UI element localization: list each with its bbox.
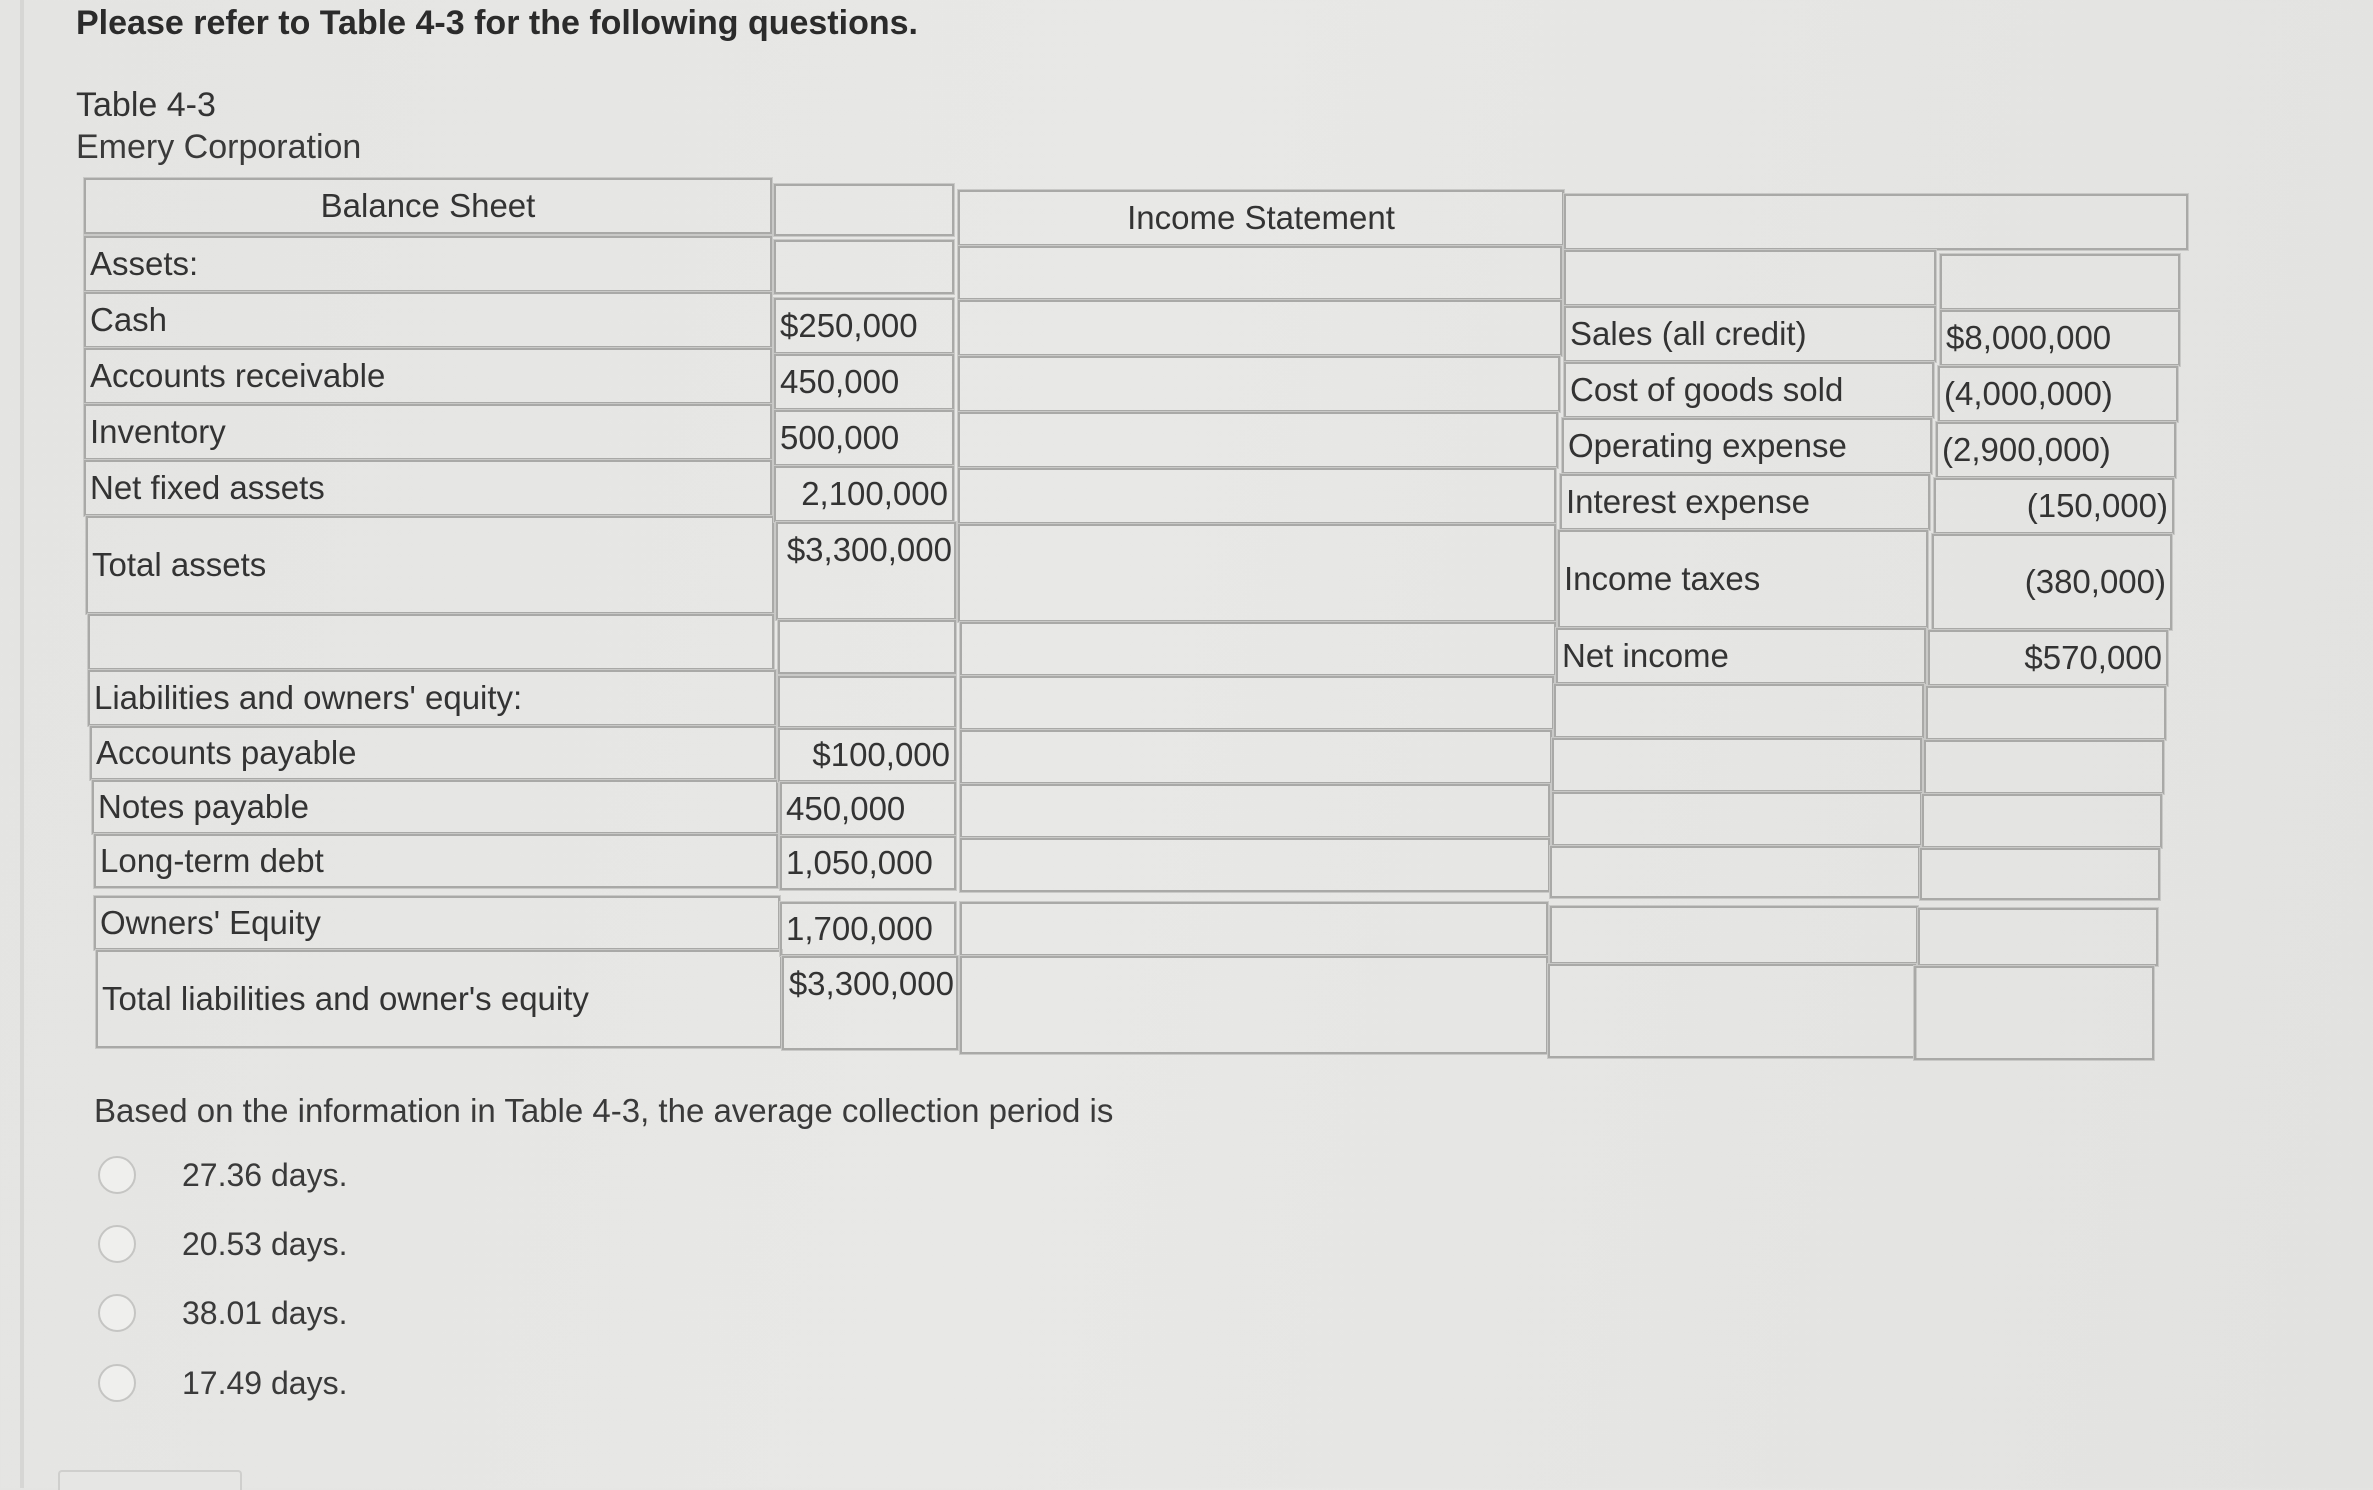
empty-cell: [1940, 254, 2180, 310]
income-label-cogs: Cost of goods sold: [1564, 362, 1934, 418]
asset-value-inventory: 500,000: [774, 410, 954, 466]
liab-label-notes: Notes payable: [92, 780, 778, 834]
liab-value-notes: 450,000: [780, 782, 956, 836]
empty-cell: [960, 838, 1550, 892]
answer-option-3[interactable]: [98, 1288, 347, 1338]
asset-value-cash: $250,000: [774, 298, 954, 354]
empty-cell: [1550, 906, 1918, 964]
empty-cell: [958, 524, 1556, 622]
empty-cell: [778, 676, 956, 728]
page-edge: [20, 0, 24, 1488]
answer-option-label: 17.49 days.: [182, 1364, 348, 1401]
income-value-opex: (2,900,000): [1936, 422, 2176, 478]
radio-button[interactable]: [98, 1225, 136, 1263]
radio-button[interactable]: [98, 1364, 136, 1402]
radio-button[interactable]: [98, 1156, 136, 1194]
empty-cell: [960, 730, 1552, 784]
empty-cell: [960, 784, 1550, 838]
empty-cell: [958, 246, 1562, 300]
income-value-cogs: (4,000,000): [1938, 366, 2178, 422]
balance-sheet-header: Balance Sheet: [84, 178, 772, 234]
asset-label-nfa: Net fixed assets: [84, 460, 772, 516]
asset-label-ar: Accounts receivable: [84, 348, 772, 404]
liab-value-ap: $100,000: [778, 728, 956, 782]
liab-label-ltd: Long-term debt: [94, 834, 778, 888]
empty-cell: [1564, 194, 2188, 250]
empty-cell: [958, 356, 1560, 412]
liab-label-ap: Accounts payable: [90, 726, 776, 780]
empty-cell: [960, 676, 1554, 730]
total-liab-label: Total liabilities and owner's equity: [96, 950, 782, 1048]
equity-label: Owners' Equity: [94, 896, 780, 950]
income-label-sales: Sales (all credit): [1564, 306, 1936, 362]
empty-cell: [1914, 966, 2154, 1060]
empty-cell: [1926, 686, 2166, 740]
empty-cell: [1550, 846, 1920, 898]
empty-cell: [1554, 684, 1924, 738]
empty-cell: [774, 184, 954, 236]
empty-cell: [1922, 794, 2162, 848]
equity-value: 1,700,000: [780, 902, 956, 956]
answer-option-1[interactable]: [98, 1150, 347, 1200]
answer-option-2[interactable]: [98, 1219, 347, 1269]
empty-cell: [88, 614, 774, 670]
income-value-net: $570,000: [1928, 630, 2168, 686]
income-label-taxes: Income taxes: [1558, 530, 1928, 628]
empty-cell: [1924, 740, 2164, 794]
total-assets-value: $3,300,000: [776, 522, 956, 620]
asset-label-inventory: Inventory: [84, 404, 772, 460]
total-liab-value: $3,300,000: [782, 956, 958, 1050]
company-name: Emery Corporation: [76, 128, 362, 166]
liabilities-heading: Liabilities and owners' equity:: [88, 670, 776, 726]
instruction-text: Please refer to Table 4-3 for the following questions.: [76, 4, 918, 42]
income-label-opex: Operating expense: [1562, 418, 1932, 474]
answer-option-label: 27.36 days.: [182, 1156, 348, 1193]
answer-option-label: 20.53 days.: [182, 1225, 348, 1262]
total-assets-label: Total assets: [86, 516, 774, 614]
table-title: Table 4-3: [76, 86, 216, 124]
radio-button[interactable]: [98, 1294, 136, 1332]
income-value-taxes: (380,000): [1932, 534, 2172, 630]
income-value-interest: (150,000): [1934, 478, 2174, 534]
empty-cell: [1552, 738, 1922, 792]
income-label-interest: Interest expense: [1560, 474, 1930, 530]
question-text: Based on the information in Table 4-3, the average collection period is: [94, 1092, 1114, 1129]
income-label-net: Net income: [1556, 628, 1926, 684]
answer-option-4[interactable]: [98, 1358, 347, 1408]
asset-label-cash: Cash: [84, 292, 772, 348]
empty-cell: [1918, 908, 2158, 966]
assets-heading: Assets:: [84, 236, 772, 292]
empty-cell: [958, 412, 1558, 468]
liab-value-ltd: 1,050,000: [780, 836, 956, 890]
empty-cell: [1564, 250, 1936, 306]
asset-value-ar: 450,000: [774, 354, 954, 410]
empty-cell: [774, 240, 954, 294]
empty-cell: [958, 468, 1556, 524]
empty-cell: [1920, 848, 2160, 900]
empty-cell: [1552, 792, 1922, 846]
empty-cell: [1548, 964, 1916, 1058]
empty-cell: [958, 300, 1562, 356]
answer-option-label: 38.01 days.: [182, 1294, 348, 1331]
income-value-sales: $8,000,000: [1940, 310, 2180, 366]
asset-value-nfa: 2,100,000: [774, 466, 954, 522]
empty-cell: [960, 956, 1548, 1054]
income-statement-header: Income Statement: [958, 190, 1564, 246]
empty-cell: [960, 622, 1556, 676]
empty-cell: [960, 902, 1548, 956]
empty-cell: [778, 620, 956, 674]
bottom-button-edge[interactable]: [58, 1470, 242, 1490]
